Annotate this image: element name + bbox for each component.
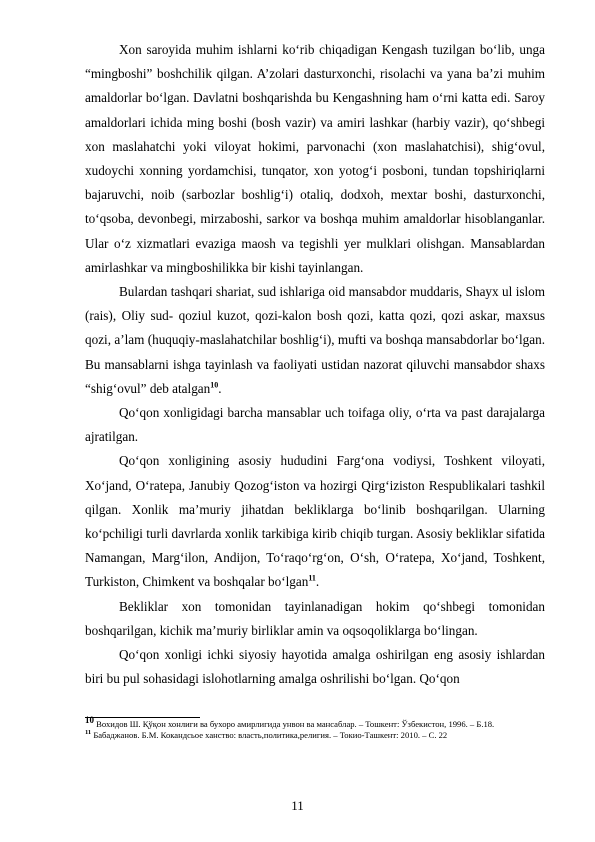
paragraph-2: Bulardan tashqari shariat, sud ishlariga oid mansabdor muddaris, Shayx ul islom (rais), Oliy sud- qoziul kuzot, qozi-kalon bosh qozi, katta qozi, qozi askar, maxsus qozi, a’lam (huquqiy-maslahatchilar boshlig‘i), mufti va boshqa mansabdorlar bo‘lgan. Bu mansablarni ishga tayinlash va faoliyati ustidan nazorat qiluvchi mansabdor shaxs “shig‘ovul” deb atalgan$^{10}$.	[85, 284, 545, 396]
footnote-11: $^{11}$ Бабаджанов. Б.М. Кокандсьое ханство: власть,политика,религия. – Токио-Ташкент: 2010. – С. 22	[85, 729, 448, 740]
footnotes	[85, 715, 545, 741]
page-number: 11	[291, 798, 304, 813]
footnote-ref-10[interactable]: 10	[210, 380, 219, 390]
paragraph-1: Xon saroyida muhim ishlarni ko‘rib chiqadigan Kengash tuzilgan bo‘lib, unga “mingboshi” boshchilik qilgan. A’zolari dasturxonchi, risolachi va yana ba’zi muhim amaldorlar bo‘lgan. Davlatni boshqarishda bu Kengashning ham o‘rni katta edi. Saroy amaldorlari ichida ming boshi (bosh vazir) va amiri lashkar (harbiy vazir), qo‘shbegi xon maslahatchi yoki viloyat hokimi, parvonachi (xon maslahatchisi), shig‘ovul, xudoychi xonning yordamchisi, tunqator, xon yotog‘i posboni, tundan topshiriqlarni bajaruvchi, noib (sarbozlar boshlig‘i) otaliq, dodxoh, mextar boshi, dasturxonchi, to‘qsoba, devonbegi, mirzaboshi, sarkor va boshqa muhim amaldorlar hisoblanganlar. Ular o‘z xizmatlari evaziga maosh va tegishli yer mulklari olishgan. Mansablardan amirlashkar va mingboshilikka bir kishi tayinlangan.	[85, 42, 545, 275]
paragraph-5: Bekliklar xon tomonidan tayinlanadigan hokim qo‘shbegi tomonidan boshqarilgan, kichik ma’muriy birliklar amin va oqsoqoliklarga bo‘lingan.	[85, 598, 545, 638]
footnote-ref-11[interactable]: 11	[308, 574, 316, 584]
footnote-divider	[85, 717, 200, 718]
footnote-10: 10 Вохидов Ш. Қўқон хонлиги ва бухоро амирлигида унвон ва мансаблар. – Тошкент: Ўзбекистон, 1996. – Б.18.	[85, 715, 495, 729]
footnote-number: 10	[85, 715, 94, 726]
paragraph-4: Qo‘qon xonligining asosiy hududini Farg‘ona vodiysi, Toshkent viloyati, Xo‘jand, O‘ratepa, Janubiy Qozog‘iston va hozirgi Qirg‘iziston Respublikalari tashkil qilgan. Xonlik ma’muriy jihatdan bekliklarga bo‘linib boshqarilgan. Ularning ko‘pchiligi turli davrlarda xonlik tarkibiga kirib chiqib turgan. Asosiy bekliklar sifatida Namangan, Marg‘ilon, Andijon, To‘raqo‘rg‘on, O‘sh, O‘ratepa, Xo‘jand, Toshkent, Turkiston, Chimkent va boshqalar bo‘lgan$^{11}$.	[85, 453, 545, 590]
main-text	[85, 38, 545, 691]
footnote-number: 11	[85, 729, 92, 737]
paragraph-3: Qo‘qon xonligidagi barcha mansablar uch toifaga oliy, o‘rta va past darajalarga ajratilgan.	[85, 405, 545, 445]
paragraph-6: Qo‘qon xonligi ichki siyosiy hayotida amalga oshirilgan eng asosiy ishlardan biri bu pul sohasidagi islohotlarning amalga oshrilishi bo‘lgan. Qo‘qon	[85, 647, 545, 687]
